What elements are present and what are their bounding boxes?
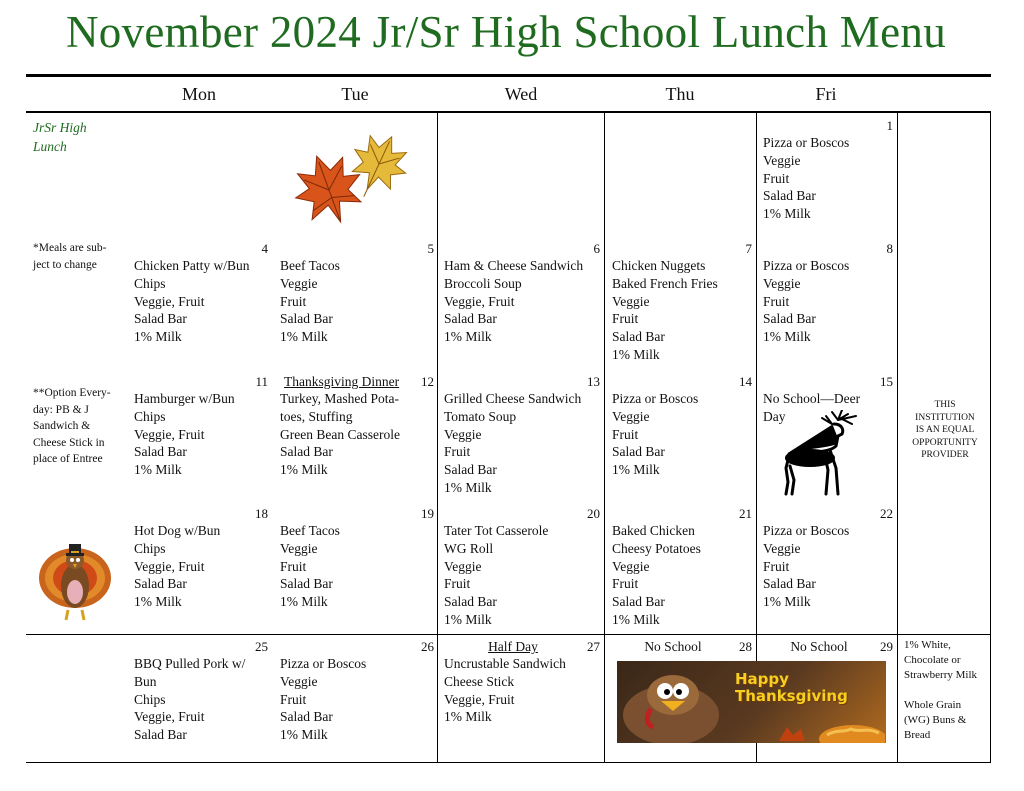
day-header-thu: Thu [665,84,695,104]
day-cell-26: 26 Pizza or Boscos Veggie Fruit Salad Bar 1% Milk [280,639,434,743]
day-cell-14: 14 Pizza or Boscos Veggie Fruit Salad Bar 1% Milk [612,374,752,478]
day-cell-1: 1 Pizza or Boscos Veggie Fruit Salad Bar 1% Milk [763,118,893,222]
day-cell-11: 11 Hamburger w/Bun Chips Veggie, Fruit Salad Bar 1% Milk [134,374,268,478]
day-number: 8 [886,241,893,256]
day-cell-15: 15 No School—Deer Day [763,374,893,424]
day-number: 21 [739,506,752,521]
no-school-label: No School [644,639,702,654]
header-rule [26,111,991,113]
day-number: 20 [587,506,600,521]
day-number: 22 [880,506,893,521]
col-divider [604,113,605,762]
day-cell-5: 5 Beef Tacos Veggie Fruit Salad Bar 1% Milk [280,241,434,345]
day-number: 13 [587,374,600,389]
deer-icon [780,410,864,496]
meals-note: *Meals are sub- ject to change [33,242,107,271]
day-cell-12: 12 Thanksgiving Dinner Turkey, Mashed Pota- toes, Stuffing Green Bean Casserole Salad Bar 1% Milk [280,374,434,478]
day-cell-13: 13 Grilled Cheese Sandwich Tomato Soup Veggie Fruit Salad Bar 1% Milk [444,374,600,495]
day-cell-19: 19 Beef Tacos Veggie Fruit Salad Bar 1% Milk [280,506,434,610]
day-number: 7 [745,241,752,256]
day-number: 11 [255,374,268,389]
thanksgiving-dinner-heading: Thanksgiving Dinner [284,374,400,389]
day-header-tue: Tue [341,84,369,104]
day-cell-22: 22 Pizza or Boscos Veggie Fruit Salad Bar 1% Milk [763,506,893,610]
day-number: 6 [593,241,600,256]
leaf-icon [777,725,807,743]
day-header-wed: Wed [504,84,538,104]
col-divider [437,113,438,762]
col-divider [897,113,898,762]
day-cell-6: 6 Ham & Cheese Sandwich Broccoli Soup Veggie, Fruit Salad Bar 1% Milk [444,241,600,345]
day-number: 1 [886,118,893,133]
milk-and-bread-note: 1% White, Chocolate or Strawberry Milk Whole Grain (WG) Buns & Bread [904,639,978,741]
day-number: 5 [427,241,434,256]
page-title: November 2024 Jr/Sr High School Lunch Menu [66,7,946,57]
day-number: 27 [587,639,600,654]
day-number: 25 [255,639,268,654]
no-school-label: No School [790,639,848,654]
day-number: 26 [421,639,434,654]
option-note: **Option Every- day: PB & J Sandwich & Cheese Stick in place of Entree [33,387,111,465]
half-day-heading: Half Day [488,639,538,654]
last-week-rule [26,634,991,635]
day-number: 12 [421,374,434,389]
day-cell-8: 8 Pizza or Boscos Veggie Fruit Salad Bar 1% Milk [763,241,893,345]
day-header-fri: Fri [815,84,837,104]
day-cell-21: 21 Baked Chicken Cheesy Potatoes Veggie Fruit Salad Bar 1% Milk [612,506,752,627]
day-cell-25: 25 BBQ Pulled Pork w/ Bun Chips Veggie, Fruit Salad Bar [134,639,268,743]
day-cell-4: 4 Chicken Patty w/Bun Chips Veggie, Fruit Salad Bar 1% Milk [134,241,268,345]
banner-text: Happy Thanksgiving [735,670,848,705]
day-number: 19 [421,506,434,521]
day-cell-18: 18 Hot Dog w/Bun Chips Veggie, Fruit Salad Bar 1% Milk [134,506,268,610]
day-number: 29 [880,639,893,654]
day-number: 28 [739,639,752,654]
day-cell-20: 20 Tater Tot Casserole WG Roll Veggie Fruit Salad Bar 1% Milk [444,506,600,627]
day-number: 4 [261,241,268,256]
cartoon-turkey-icon [621,665,721,743]
equal-opportunity-statement: THIS INSTITUTION IS AN EQUAL OPPORTUNITY PROVIDER [912,400,978,460]
turkey-icon [36,538,114,624]
day-number: 15 [880,374,893,389]
day-number: 14 [739,374,752,389]
day-number: 18 [255,506,268,521]
day-cell-7: 7 Chicken Nuggets Baked French Fries Veggie Fruit Salad Bar 1% Milk [612,241,752,362]
jrsr-lunch-label: JrSr High Lunch [33,120,87,154]
day-cell-27: 27 Half Day Uncrustable Sandwich Cheese Stick Veggie, Fruit 1% Milk [444,639,600,725]
day-header-mon: Mon [181,84,216,104]
col-divider [990,113,991,762]
autumn-leaves-icon [293,130,415,230]
happy-thanksgiving-banner [617,661,886,743]
pie-icon [813,711,885,743]
top-rule [26,74,991,77]
bottom-rule [26,762,991,763]
